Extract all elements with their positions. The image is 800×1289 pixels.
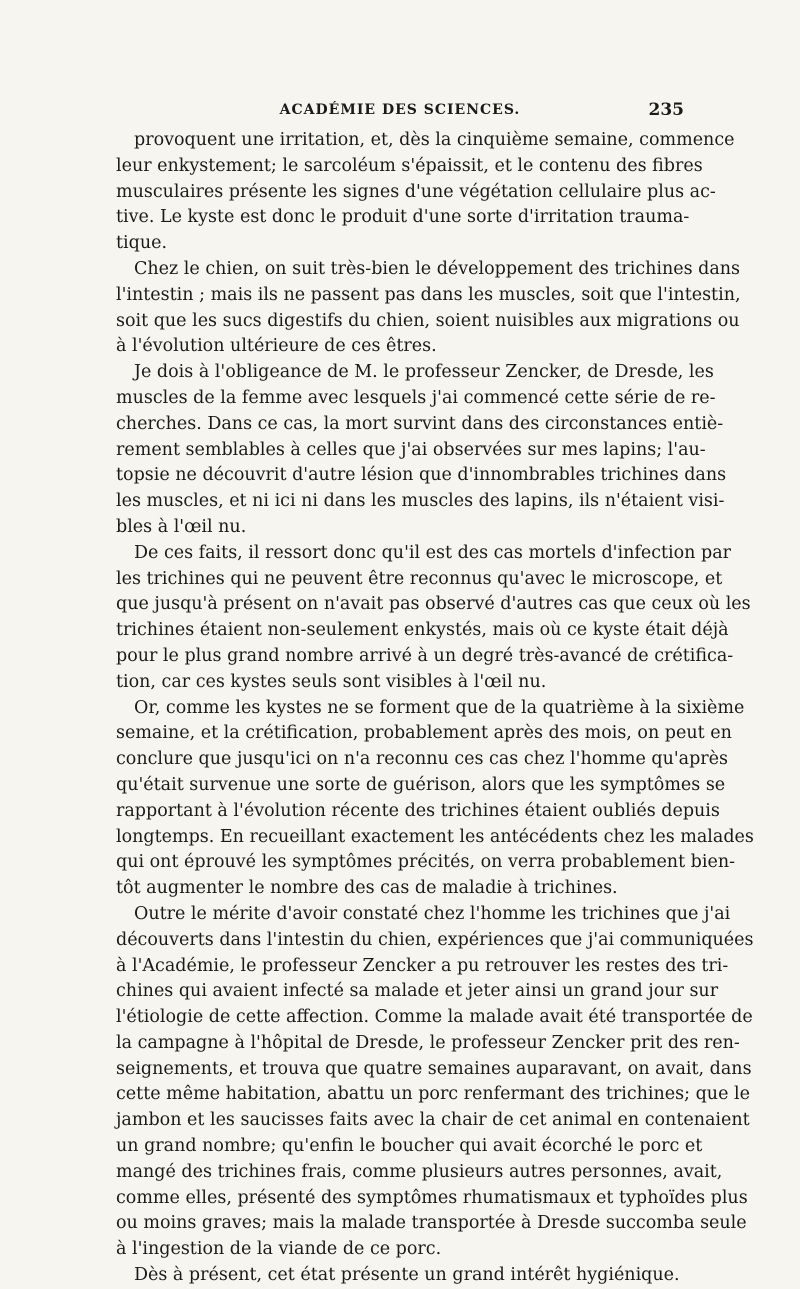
text-line: la campagne à l'hôpital de Dresde, le professeur Zencker prit des ren- (116, 1032, 740, 1053)
text-line: tôt augmenter le nombre des cas de maladie à trichines. (116, 878, 618, 899)
text-line: bles à l'œil nu. (116, 516, 247, 537)
text-line: cherches. Dans ce cas, la mort survint dans des circonstances entiè- (116, 413, 724, 434)
text-line: Outre le mérite d'avoir constaté chez l'homme les trichines que j'ai (134, 903, 731, 924)
text-line: à l'ingestion de la viande de ce porc. (116, 1239, 442, 1260)
text-line: les muscles, et ni ici ni dans les muscles des lapins, ils n'étaient visi- (116, 491, 725, 512)
text-line: qui ont éprouvé les symptômes précités, on verra probablement bien- (116, 852, 736, 873)
paragraph (116, 128, 735, 257)
text-line: trichines étaient non-seulement enkystés, mais où ce kyste était déjà (116, 620, 729, 641)
text-line: à l'Académie, le professeur Zencker a pu retrouver les restes des tri- (116, 955, 729, 976)
text-line: leur enkystement; le sarcoléum s'épaissit, et le contenu des fibres (116, 155, 703, 176)
page-header (116, 100, 684, 124)
text-line: provoquent une irritation, et, dès la cinquième semaine, commence (134, 130, 735, 150)
body-text (116, 128, 754, 1289)
text-line: que jusqu'à présent on n'avait pas observé d'autres cas que ceux où les (116, 594, 751, 615)
text-line: rement semblables à celles que j'ai observées sur mes lapins; l'au- (116, 439, 706, 460)
paragraph (116, 902, 754, 1263)
text-line: tique. (116, 233, 168, 254)
text-line: tive. Le kyste est donc le produit d'une sorte d'irritation trauma- (116, 207, 690, 228)
text-line: cette même habitation, abattu un porc renfermant des trichines; que le (116, 1084, 750, 1105)
text-line: qu'était survenue une sorte de guérison, alors que les symptômes se (116, 774, 726, 795)
text-line: soit que les sucs digestifs du chien, soient nuisibles aux migrations ou (116, 310, 740, 331)
text-line: Chez le chien, on suit très-bien le développement des trichines dans (134, 258, 741, 279)
text-line: à l'évolution ultérieure de ces êtres. (116, 336, 437, 357)
text-line: seignements, et trouva que quatre semaines auparavant, on avait, dans (116, 1058, 752, 1079)
text-line: l'étiologie de cette affection. Comme la malade avait été transportée de (116, 1007, 753, 1028)
text-line: Or, comme les kystes ne se forment que de la quatrième à la sixième (134, 697, 745, 718)
text-line: les trichines qui ne peuvent être reconnus qu'avec le microscope, et (116, 568, 723, 589)
paragraph (116, 541, 751, 696)
text-line: Dès à présent, cet état présente un grand intérêt hygiénique. (134, 1265, 680, 1286)
text-line: De ces faits, il ressort donc qu'il est des cas mortels d'infection par (134, 542, 731, 563)
text-line: conclure que jusqu'ici on n'a reconnu ces cas chez l'homme qu'après (116, 749, 728, 770)
text-line: musculaires présente les signes d'une végétation cellulaire plus ac- (116, 181, 716, 202)
text-line: découverts dans l'intestin du chien, expériences que j'ai communiquées (116, 929, 754, 950)
text-line: pour le plus grand nombre arrivé à un degré très-avancé de crétifica- (116, 645, 734, 666)
text-line: chines qui avaient infecté sa malade et jeter ainsi un grand jour sur (116, 981, 719, 1002)
text-line: Je dois à l'obligeance de M. le professeur Zencker, de Dresde, les (134, 362, 714, 383)
text-line: rapportant à l'évolution récente des trichines étaient oubliés depuis (116, 800, 720, 821)
text-line: comme elles, présenté des symptômes rhumatismaux et typhoïdes plus (116, 1187, 748, 1208)
text-line: l'intestin ; mais ils ne passent pas dans les muscles, soit que l'intestin, (116, 284, 741, 305)
running-title: ACADÉMIE DES SCIENCES. (279, 102, 521, 118)
text-line: un grand nombre; qu'enfin le boucher qui avait écorché le porc et (116, 1136, 703, 1157)
text-line: tion, car ces kystes seuls sont visibles à l'œil nu. (116, 671, 547, 692)
paragraph (116, 360, 727, 541)
text-line: longtemps. En recueillant exactement les antécédents chez les malades (116, 826, 754, 847)
text-line: mangé des trichines frais, comme plusieurs autres personnes, avait, (116, 1161, 723, 1182)
page-number: 235 (648, 100, 684, 120)
paragraph (116, 696, 754, 902)
paragraph (116, 257, 741, 360)
text-line: muscles de la femme avec lesquels j'ai commencé cette série de re- (116, 387, 716, 408)
text-line: topsie ne découvrit d'autre lésion que d'innombrables trichines dans (116, 465, 727, 486)
text-line: jambon et les saucisses faits avec la chair de cet animal en contenaient (116, 1110, 750, 1131)
paragraph (116, 1263, 684, 1289)
text-line: ou moins graves; mais la malade transportée à Dresde succomba seule (116, 1213, 747, 1234)
text-line: semaine, et la crétification, probablement après des mois, on peut en (116, 723, 732, 744)
